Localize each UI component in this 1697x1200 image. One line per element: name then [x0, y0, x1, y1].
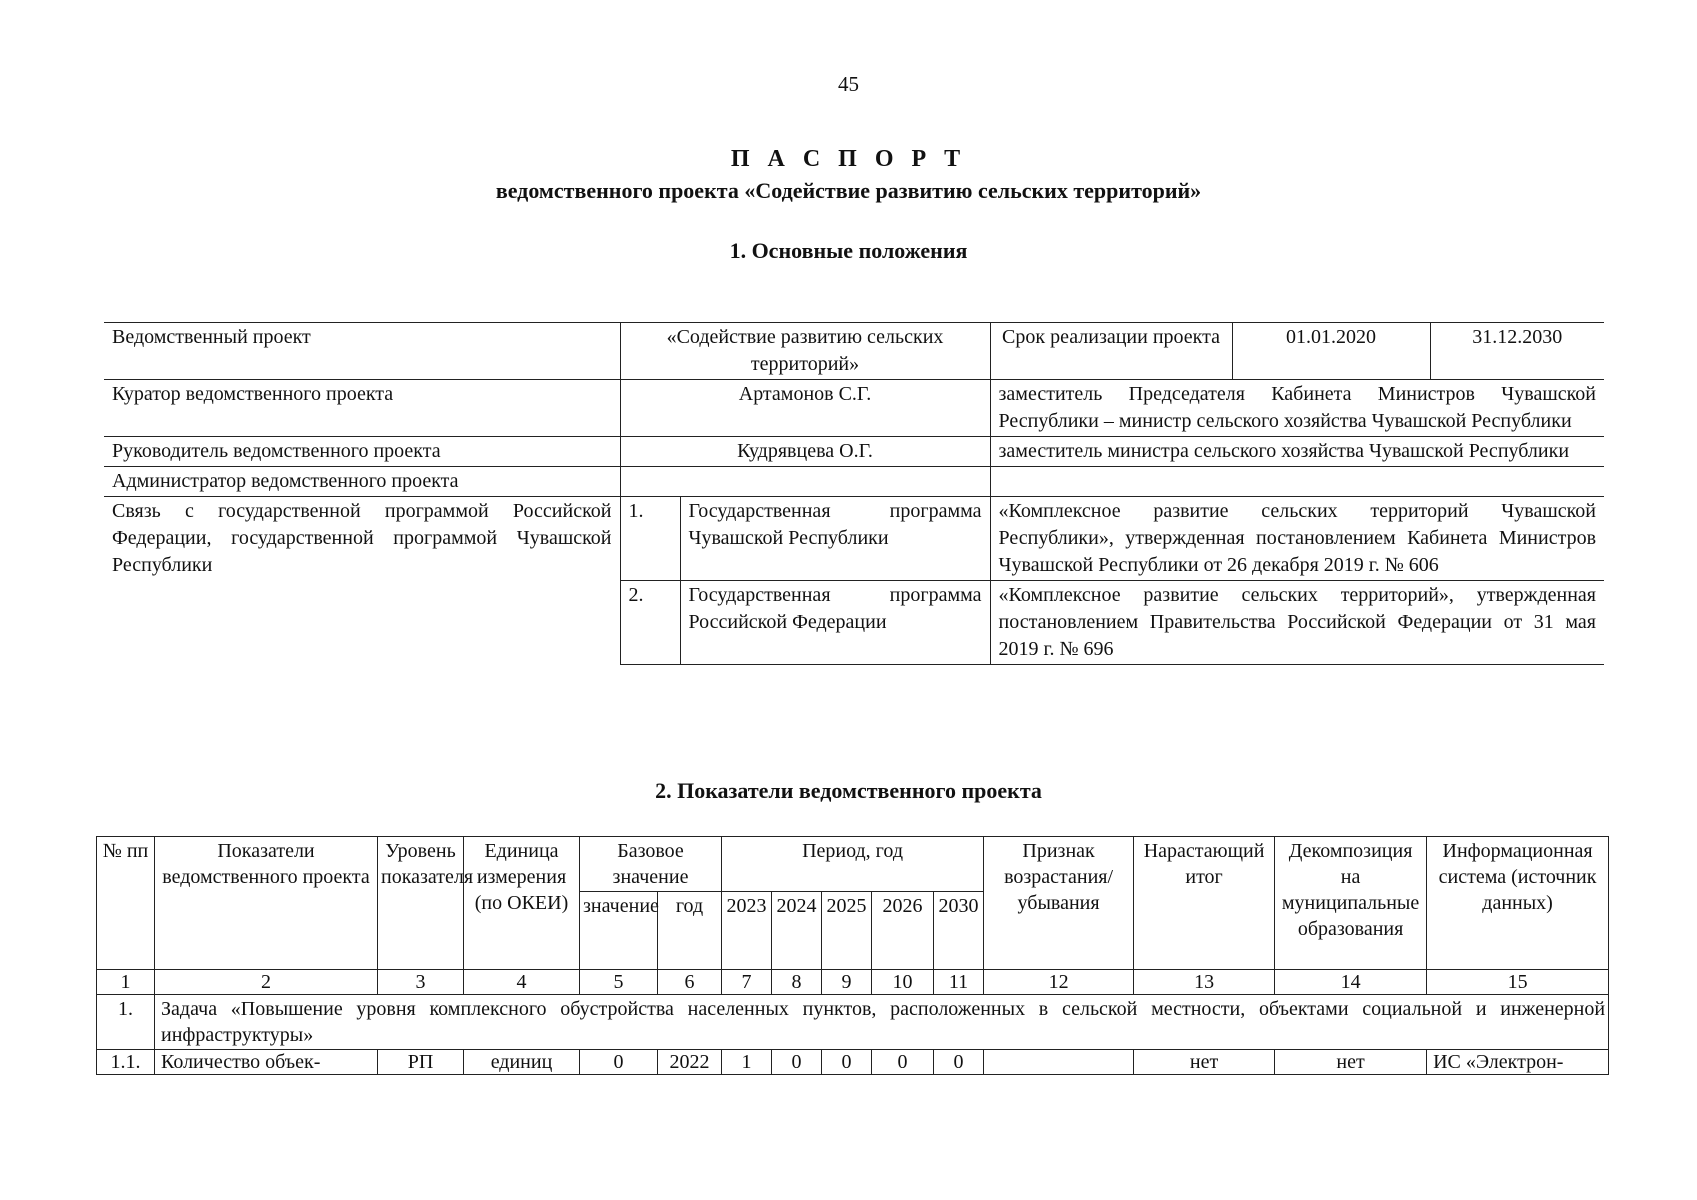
col-number: 10	[872, 970, 934, 995]
row-name: Количество объек-	[155, 1050, 378, 1075]
col-number: 7	[722, 970, 772, 995]
header-sign: Признак возрастания/ убывания	[984, 837, 1134, 970]
header-year: 2023	[722, 892, 772, 970]
header-year: 2024	[772, 892, 822, 970]
col-number: 12	[984, 970, 1134, 995]
row-base-value: 0	[580, 1050, 658, 1075]
row-info-system: ИС «Электрон-	[1427, 1050, 1609, 1075]
row-sign	[984, 1050, 1134, 1075]
col-number: 2	[155, 970, 378, 995]
link-label: Связь с государственной программой Российской Федерации, государственной программой Чувашской Республики	[104, 497, 620, 665]
section-2-title: 2. Показатели ведомственного проекта	[655, 778, 1042, 803]
program-desc: «Комплексное развитие сельских территорий Чувашской Республики», утвержденная постановлением Кабинета Министров Чувашской Республики от 26 декабря 2019 г. № 606	[990, 497, 1604, 581]
basic-provisions-table	[104, 322, 1604, 665]
head-position: заместитель министра сельского хозяйства Чувашской Республики	[990, 437, 1604, 467]
col-number: 1	[97, 970, 155, 995]
head-name: Кудрявцева О.Г.	[620, 437, 990, 467]
task-text: Задача «Повышение уровня комплексного обустройства населенных пунктов, расположенных в сельской местности, объектами социальной и инженерной инфраструктуры»	[155, 995, 1609, 1050]
admin-value	[620, 467, 990, 497]
col-number: 14	[1275, 970, 1427, 995]
program-num: 1.	[620, 497, 680, 581]
page-subtitle: ведомственного проекта «Содействие развитию сельских территорий»	[495, 178, 1202, 203]
col-number: 8	[772, 970, 822, 995]
header-base-value: значение	[580, 892, 658, 970]
admin-position	[990, 467, 1604, 497]
term-label: Срок реализации проекта	[990, 323, 1232, 380]
row-base-year: 2022	[658, 1050, 722, 1075]
row-value: 1	[722, 1050, 772, 1075]
program-type: Государственная программа Российской Федерации	[680, 581, 990, 665]
head-label: Руководитель ведомственного проекта	[104, 437, 620, 467]
date-start: 01.01.2020	[1232, 323, 1430, 380]
header-info-system: Информационная система (источник данных)	[1427, 837, 1609, 970]
col-number: 11	[934, 970, 984, 995]
col-number: 9	[822, 970, 872, 995]
row-cumulative: нет	[1134, 1050, 1275, 1075]
col-number: 4	[464, 970, 580, 995]
curator-name: Артамонов С.Г.	[620, 380, 990, 437]
task-num: 1.	[97, 995, 155, 1050]
col-number: 15	[1427, 970, 1609, 995]
project-label: Ведомственный проект	[104, 323, 620, 380]
date-end: 31.12.2030	[1430, 323, 1604, 380]
curator-label: Куратор ведомственного проекта	[104, 380, 620, 437]
row-value: 0	[822, 1050, 872, 1075]
header-base-year: год	[658, 892, 722, 970]
header-year: 2030	[934, 892, 984, 970]
indicators-table	[96, 836, 1609, 1075]
program-type: Государственная программа Чувашской Республики	[680, 497, 990, 581]
header-period: Период, год	[722, 837, 984, 892]
col-number: 13	[1134, 970, 1275, 995]
header-year: 2025	[822, 892, 872, 970]
header-cumulative: Нарастающий итог	[1134, 837, 1275, 970]
program-desc: «Комплексное развитие сельских территорий», утвержденная постановлением Правительства Российской Федерации от 31 мая 2019 г. № 696	[990, 581, 1604, 665]
project-name: «Содействие развитию сельских территорий»	[620, 323, 990, 380]
page-title: П А С П О Р Т	[730, 146, 967, 172]
col-number: 3	[378, 970, 464, 995]
admin-label: Администратор ведомственного проекта	[104, 467, 620, 497]
header-level: Уровень показателя	[378, 837, 464, 970]
row-num: 1.1.	[97, 1050, 155, 1075]
header-num: № пп	[97, 837, 155, 970]
header-decomposition: Декомпозиция на муниципальные образования	[1275, 837, 1427, 970]
curator-position: заместитель Председателя Кабинета Министров Чувашской Республики – министр сельского хозяйства Чувашской Республики	[990, 380, 1604, 437]
section-1-title: 1. Основные положения	[729, 238, 968, 263]
header-base: Базовое значение	[580, 837, 722, 892]
row-value: 0	[772, 1050, 822, 1075]
header-unit: Единица измерения (по ОКЕИ)	[464, 837, 580, 970]
row-value: 0	[934, 1050, 984, 1075]
row-unit: единиц	[464, 1050, 580, 1075]
row-level: РП	[378, 1050, 464, 1075]
page-number: 45	[838, 72, 859, 96]
col-number: 6	[658, 970, 722, 995]
header-name: Показатели ведомственного проекта	[155, 837, 378, 970]
header-year: 2026	[872, 892, 934, 970]
row-decomposition: нет	[1275, 1050, 1427, 1075]
program-num: 2.	[620, 581, 680, 665]
row-value: 0	[872, 1050, 934, 1075]
col-number: 5	[580, 970, 658, 995]
